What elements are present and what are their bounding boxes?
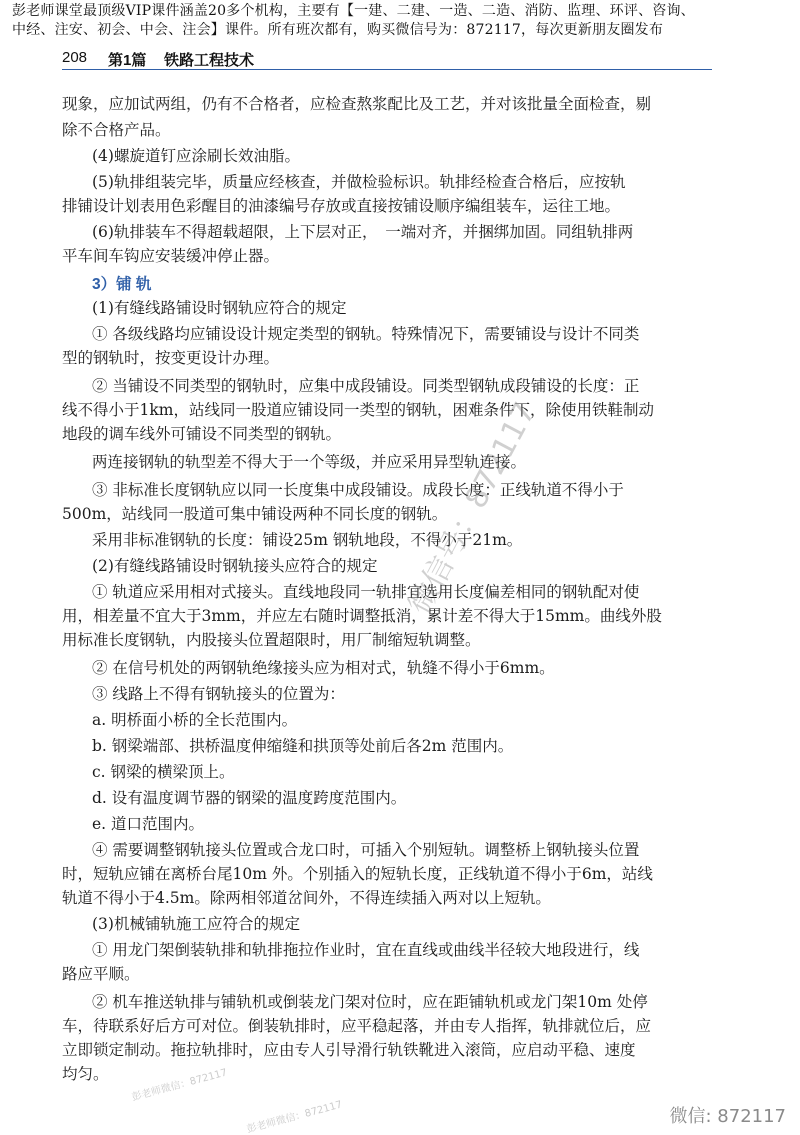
text-line: (6)轨排装车不得超载超限，上下层对正， 一端对齐，并捆绑加固。同组轨排两 (92, 223, 634, 241)
text-line: 采用非标准钢轨的长度：铺设25m 钢轨地段，不得小于21m。 (92, 531, 523, 549)
text-line: 型的钢轨时，按变更设计办理。 (62, 349, 280, 367)
page-header (62, 49, 712, 70)
text-line: 路应平顺。 (62, 965, 140, 983)
promo-banner-line-2: 中经、注安、初会、中会、注会】课件。所有班次都有，购买微信号为：872117，每次更新朋友圈发布 (12, 22, 664, 38)
promo-banner-line-1: 彭老师课堂最顶级VIP课件涵盖20多个机构，主要有【一建、二建、一造、二造、消防、监理、环评、咨询、 (12, 3, 695, 19)
text-line: 用标准长度钢轨，内股接头位置超限时，用厂制缩短轨调整。 (62, 631, 481, 649)
text-line: ③ 线路上不得有钢轨接头的位置为： (92, 685, 345, 703)
subsection-heading: (1)有缝线路铺设时钢轨应符合的规定 (92, 299, 347, 317)
text-line: ② 在信号机处的两钢轨绝缘接头应为相对式，轨缝不得小于6mm。 (92, 659, 555, 677)
text-line: ① 用龙门架倒装轨排和轨排拖拉作业时，宜在直线或曲线半径较大地段进行，线 (92, 941, 640, 959)
section-title: 铁路工程技术 (164, 52, 255, 69)
text-line: 均匀。 (62, 1065, 109, 1083)
text-line: 线不得小于1km，站线同一股道应铺设同一类型的钢轨，困难条件下，除使用铁鞋制动 (62, 401, 654, 419)
diagonal-watermark: 微信号：872117 (402, 396, 544, 621)
text-line: 排铺设计划表用色彩醒目的油漆编号存放或直接按铺设顺序编组装车，运往工地。 (62, 197, 621, 215)
text-line: ② 机车推送轨排与铺轨机或倒装龙门架对位时，应在距铺轨机或龙门架10m 处停 (92, 993, 648, 1011)
wechat-footer: 微信: 872117 (669, 1106, 786, 1127)
text-line: 两连接钢轨的轨型差不得大于一个等级，并应采用异型轨连接。 (92, 453, 527, 471)
text-line: ② 当铺设不同类型的钢轨时，应集中成段铺设。同类型钢轨成段铺设的长度：正 (92, 377, 640, 395)
text-line: 地段的调车线外可铺设不同类型的钢轨。 (62, 425, 342, 443)
text-line: 轨道不得小于4.5m。除两相邻道岔间外，不得连续插入两对以上短轨。 (62, 889, 551, 907)
list-item: e. 道口范围内。 (92, 815, 205, 833)
small-watermark: 彭老师微信：872117 (245, 1099, 344, 1135)
part-label: 第1篇 (108, 52, 147, 69)
subsection-heading: (3)机械铺轨施工应符合的规定 (92, 915, 300, 933)
text-line: 用，相差量不宜大于3mm，并应左右随时调整抵消，累计差不得大于15mm。曲线外股 (62, 607, 662, 625)
text-line: ④ 需要调整钢轨接头位置或合龙口时，可插入个别短轨。调整桥上钢轨接头位置 (92, 841, 640, 859)
list-item: a. 明桥面小桥的全长范围内。 (92, 711, 298, 729)
list-item: c. 钢梁的横梁顶上。 (92, 763, 235, 781)
page-number: 208 (62, 49, 88, 66)
section-heading: 3）铺 轨 (92, 276, 152, 293)
text-line: 立即锁定制动。拖拉轨排时，应由专人引导滑行轨铁靴进入滚筒，应启动平稳、速度 (62, 1041, 636, 1059)
text-line: 现象，应加试两组，仍有不合格者，应检查熬浆配比及工艺，并对该批量全面检查，剔 (62, 95, 652, 113)
text-line: 500m，站线同一股道可集中铺设两种不同长度的钢轨。 (62, 505, 448, 523)
text-line: 车，待联系好后方可对位。倒装轨排时，应平稳起落，并由专人指挥，轨排就位后，应 (62, 1017, 652, 1035)
promo-banner (12, 2, 792, 40)
subsection-heading: (2)有缝线路铺设时钢轨接头应符合的规定 (92, 557, 378, 575)
list-item: d. 设有温度调节器的钢梁的温度跨度范围内。 (92, 789, 407, 807)
list-item: b. 钢梁端部、拱桥温度伸缩缝和拱顶等处前后各2m 范围内。 (92, 737, 514, 755)
text-line: (4)螺旋道钉应涂刷长效油脂。 (92, 147, 300, 165)
small-watermark: 彭老师微信：872117 (130, 1067, 229, 1104)
text-line: ① 轨道应采用相对式接头。直线地段同一轨排宜选用长度偏差相同的钢轨配对使 (92, 583, 640, 601)
text-line: 平车间车钩应安装缓冲停止器。 (62, 247, 280, 265)
text-line: 除不合格产品。 (62, 121, 171, 139)
text-line: (5)轨排组装完毕，质量应经核查，并做检验标识。轨排经检查合格后，应按轨 (92, 173, 626, 191)
text-line: ① 各级线路均应铺设设计规定类型的钢轨。特殊情况下，需要铺设与设计不同类 (92, 325, 640, 343)
text-line: 时，短轨应铺在离桥台尾10m 外。个别插入的短轨长度，正线轨道不得小于6m，站线 (62, 865, 653, 883)
text-line: ③ 非标准长度钢轨应以同一长度集中成段铺设。成段长度：正线轨道不得小于 (92, 481, 624, 499)
